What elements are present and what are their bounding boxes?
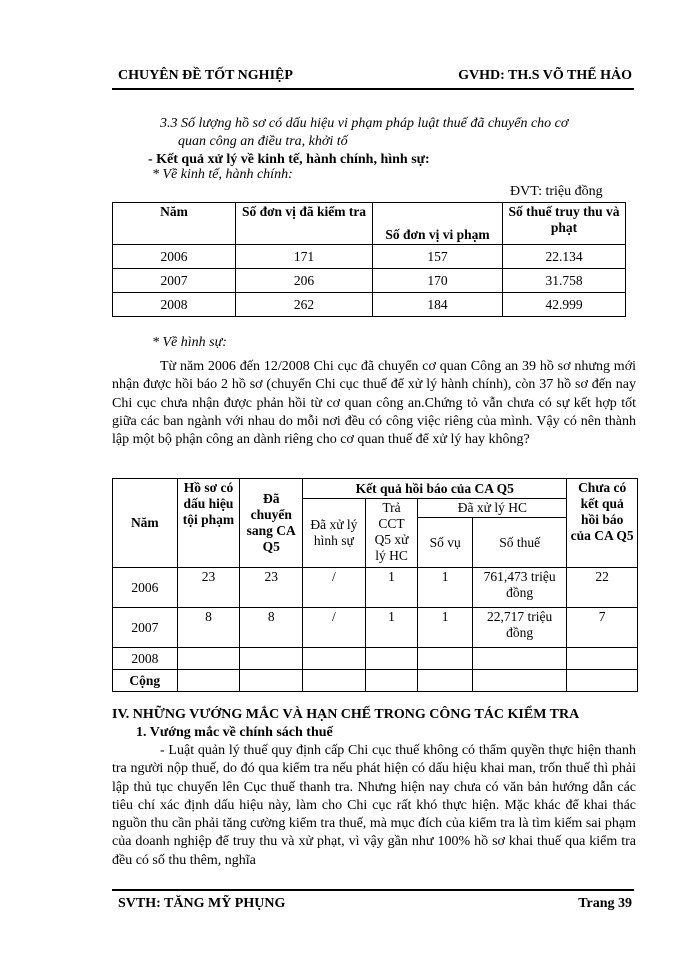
table2-cell: [240, 648, 303, 670]
header-rule: [112, 88, 634, 90]
table2-cell: Cộng: [113, 670, 178, 692]
table2-cell: [365, 670, 418, 692]
table2-cell: 22: [567, 568, 638, 608]
table2-cell: 761,473 triệu đồng: [472, 568, 566, 608]
table1-header-violations: Số đơn vị vi phạm: [373, 203, 503, 245]
inspection-results-table: [112, 202, 626, 317]
table2-cell: [472, 648, 566, 670]
table2-cell: [177, 648, 240, 670]
table1-cell: 42.999: [503, 293, 626, 317]
table1-header-tax: Số thuế truy thu và phạt: [503, 203, 626, 245]
table2-header-year: Năm: [113, 479, 178, 568]
table2-cell: 23: [240, 568, 303, 608]
criminal-paragraph: Từ năm 2006 đến 12/2008 Chi cục đã chuyển cơ quan Công an 39 hồ sơ nhưng mới nhận được hồi báo 2 hồ sơ (chuyển Chi cục thuế để xử lý hành chính), còn 37 hồ sơ đến nay Chi cục chưa nhận được phản hồi từ cơ quan công an.Chứng tỏ vẫn chưa có sự kết hợp tốt giữa các ban ngành với nhau do mỗi nơi đều có công việc riêng của mình. Vậy có nên thành lập một bộ phận công an dành riêng cho cơ quan thuế để xử lý hay không?: [112, 359, 636, 448]
table2-cell: [418, 670, 473, 692]
table2-header-returned: Trả CCT Q5 xử lý HC: [365, 499, 418, 568]
table2-cell: 8: [240, 608, 303, 648]
table2-cell: 2008: [113, 648, 178, 670]
criminal-heading: * Về hình sự:: [152, 335, 227, 350]
footer-rule: [112, 889, 634, 891]
police-feedback-table: [112, 478, 638, 692]
table1-cell: 2007: [113, 269, 236, 293]
table2-cell: 8: [177, 608, 240, 648]
table-row: [113, 648, 638, 670]
table1-cell: 22.134: [503, 245, 626, 269]
table2-header-transferred: Đã chuyển sang CA Q5: [240, 479, 303, 568]
result-heading: - Kết quả xử lý về kinh tế, hành chính, hình sự:: [148, 152, 430, 167]
table1-cell: 262: [236, 293, 373, 317]
table2-cell: 1: [365, 568, 418, 608]
table2-cell: [365, 648, 418, 670]
table2-cell: 23: [177, 568, 240, 608]
table2-cell: 2007: [113, 608, 178, 648]
footer-left: SVTH: TĂNG MỸ PHỤNG: [118, 896, 286, 911]
table1-cell: 31.758: [503, 269, 626, 293]
section-iv-sub1: 1. Vướng mắc về chính sách thuế: [136, 725, 333, 740]
section-iv-paragraph: - Luật quản lý thuế quy định cấp Chi cục thuế không có thẩm quyền thực hiện thanh tra người nộp thuế, do đó qua kiểm tra nếu phát hiện có dấu hiệu khai man, trốn thuế thì phải lập thủ tục chuyển lên Cục thuế thanh tra. Nhưng hiện nay chưa có văn bản hướng dẫn các tiêu chí xác định dấu hiệu này, làm cho Chi cục rất khó thực hiện. Mặc khác để khai thác nguồn thu cần phải tăng cường kiểm tra thuế, mà mục đích của kiểm tra là tìm kiếm sai phạm của doanh nghiệp để truy thu và xử phạt, vì vậy gần như 100% hồ sơ khai thuế qua kiểm tra đều có số thu thêm, nghĩa: [112, 743, 636, 868]
table-row: [113, 568, 638, 608]
table2-cell: [472, 670, 566, 692]
section-title-line1: 3.3 Số lượng hồ sơ có dấu hiệu vi phạm pháp luật thuế đã chuyển cho cơ: [160, 116, 569, 131]
table2-header-cases: Số vụ: [418, 518, 473, 568]
table2-cell: [177, 670, 240, 692]
econ-heading: * Về kinh tế, hành chính:: [152, 167, 293, 182]
table2-header-handled: Đã xử lý HC: [418, 499, 567, 518]
table2-cell: 22,717 triệu đồng: [472, 608, 566, 648]
table2-cell: [240, 670, 303, 692]
table2-header-tax: Số thuế: [472, 518, 566, 568]
table2-cell: /: [303, 568, 366, 608]
table1-cell: 2008: [113, 293, 236, 317]
header-right: GVHD: TH.S VÕ THẾ HẢO: [458, 68, 632, 83]
table2-header-pending: Chưa có kết quả hồi báo của CA Q5: [567, 479, 638, 568]
table1-cell: 184: [373, 293, 503, 317]
table-row: [113, 293, 626, 317]
table1-cell: 206: [236, 269, 373, 293]
page-number: Trang 39: [578, 896, 632, 911]
table2-header-files: Hồ sơ có dấu hiệu tội phạm: [177, 479, 240, 568]
table-row: [113, 670, 638, 692]
table2-cell: [567, 670, 638, 692]
unit-label: ĐVT: triệu đồng: [510, 184, 603, 199]
table2-cell: [303, 648, 366, 670]
table1-cell: 2006: [113, 245, 236, 269]
header-left: CHUYÊN ĐỀ TỐT NGHIỆP: [118, 68, 293, 83]
table2-cell: [303, 670, 366, 692]
table2-cell: /: [303, 608, 366, 648]
section-iv-title: IV. NHỮNG VƯỚNG MẮC VÀ HẠN CHẾ TRONG CÔNG TÁC KIỂM TRA: [112, 707, 580, 722]
table2-cell: 1: [418, 608, 473, 648]
table2-cell: 2006: [113, 568, 178, 608]
table2-cell: 1: [365, 608, 418, 648]
section-title-line2: quan công an điều tra, khởi tố: [178, 134, 348, 149]
table-row: [113, 608, 638, 648]
table2-cell: [418, 648, 473, 670]
table2-cell: 1: [418, 568, 473, 608]
table-row: [113, 269, 626, 293]
table2-cell: [567, 648, 638, 670]
table1-header-year: Năm: [113, 203, 236, 245]
table1-cell: 170: [373, 269, 503, 293]
table1-cell: 157: [373, 245, 503, 269]
table2-header-result: Kết quả hồi báo của CA Q5: [303, 479, 567, 499]
table-row: [113, 245, 626, 269]
table1-header-inspected: Số đơn vị đã kiểm tra: [236, 203, 373, 245]
table2-cell: 7: [567, 608, 638, 648]
table2-header-criminal: Đã xử lý hình sự: [303, 499, 366, 568]
table1-cell: 171: [236, 245, 373, 269]
